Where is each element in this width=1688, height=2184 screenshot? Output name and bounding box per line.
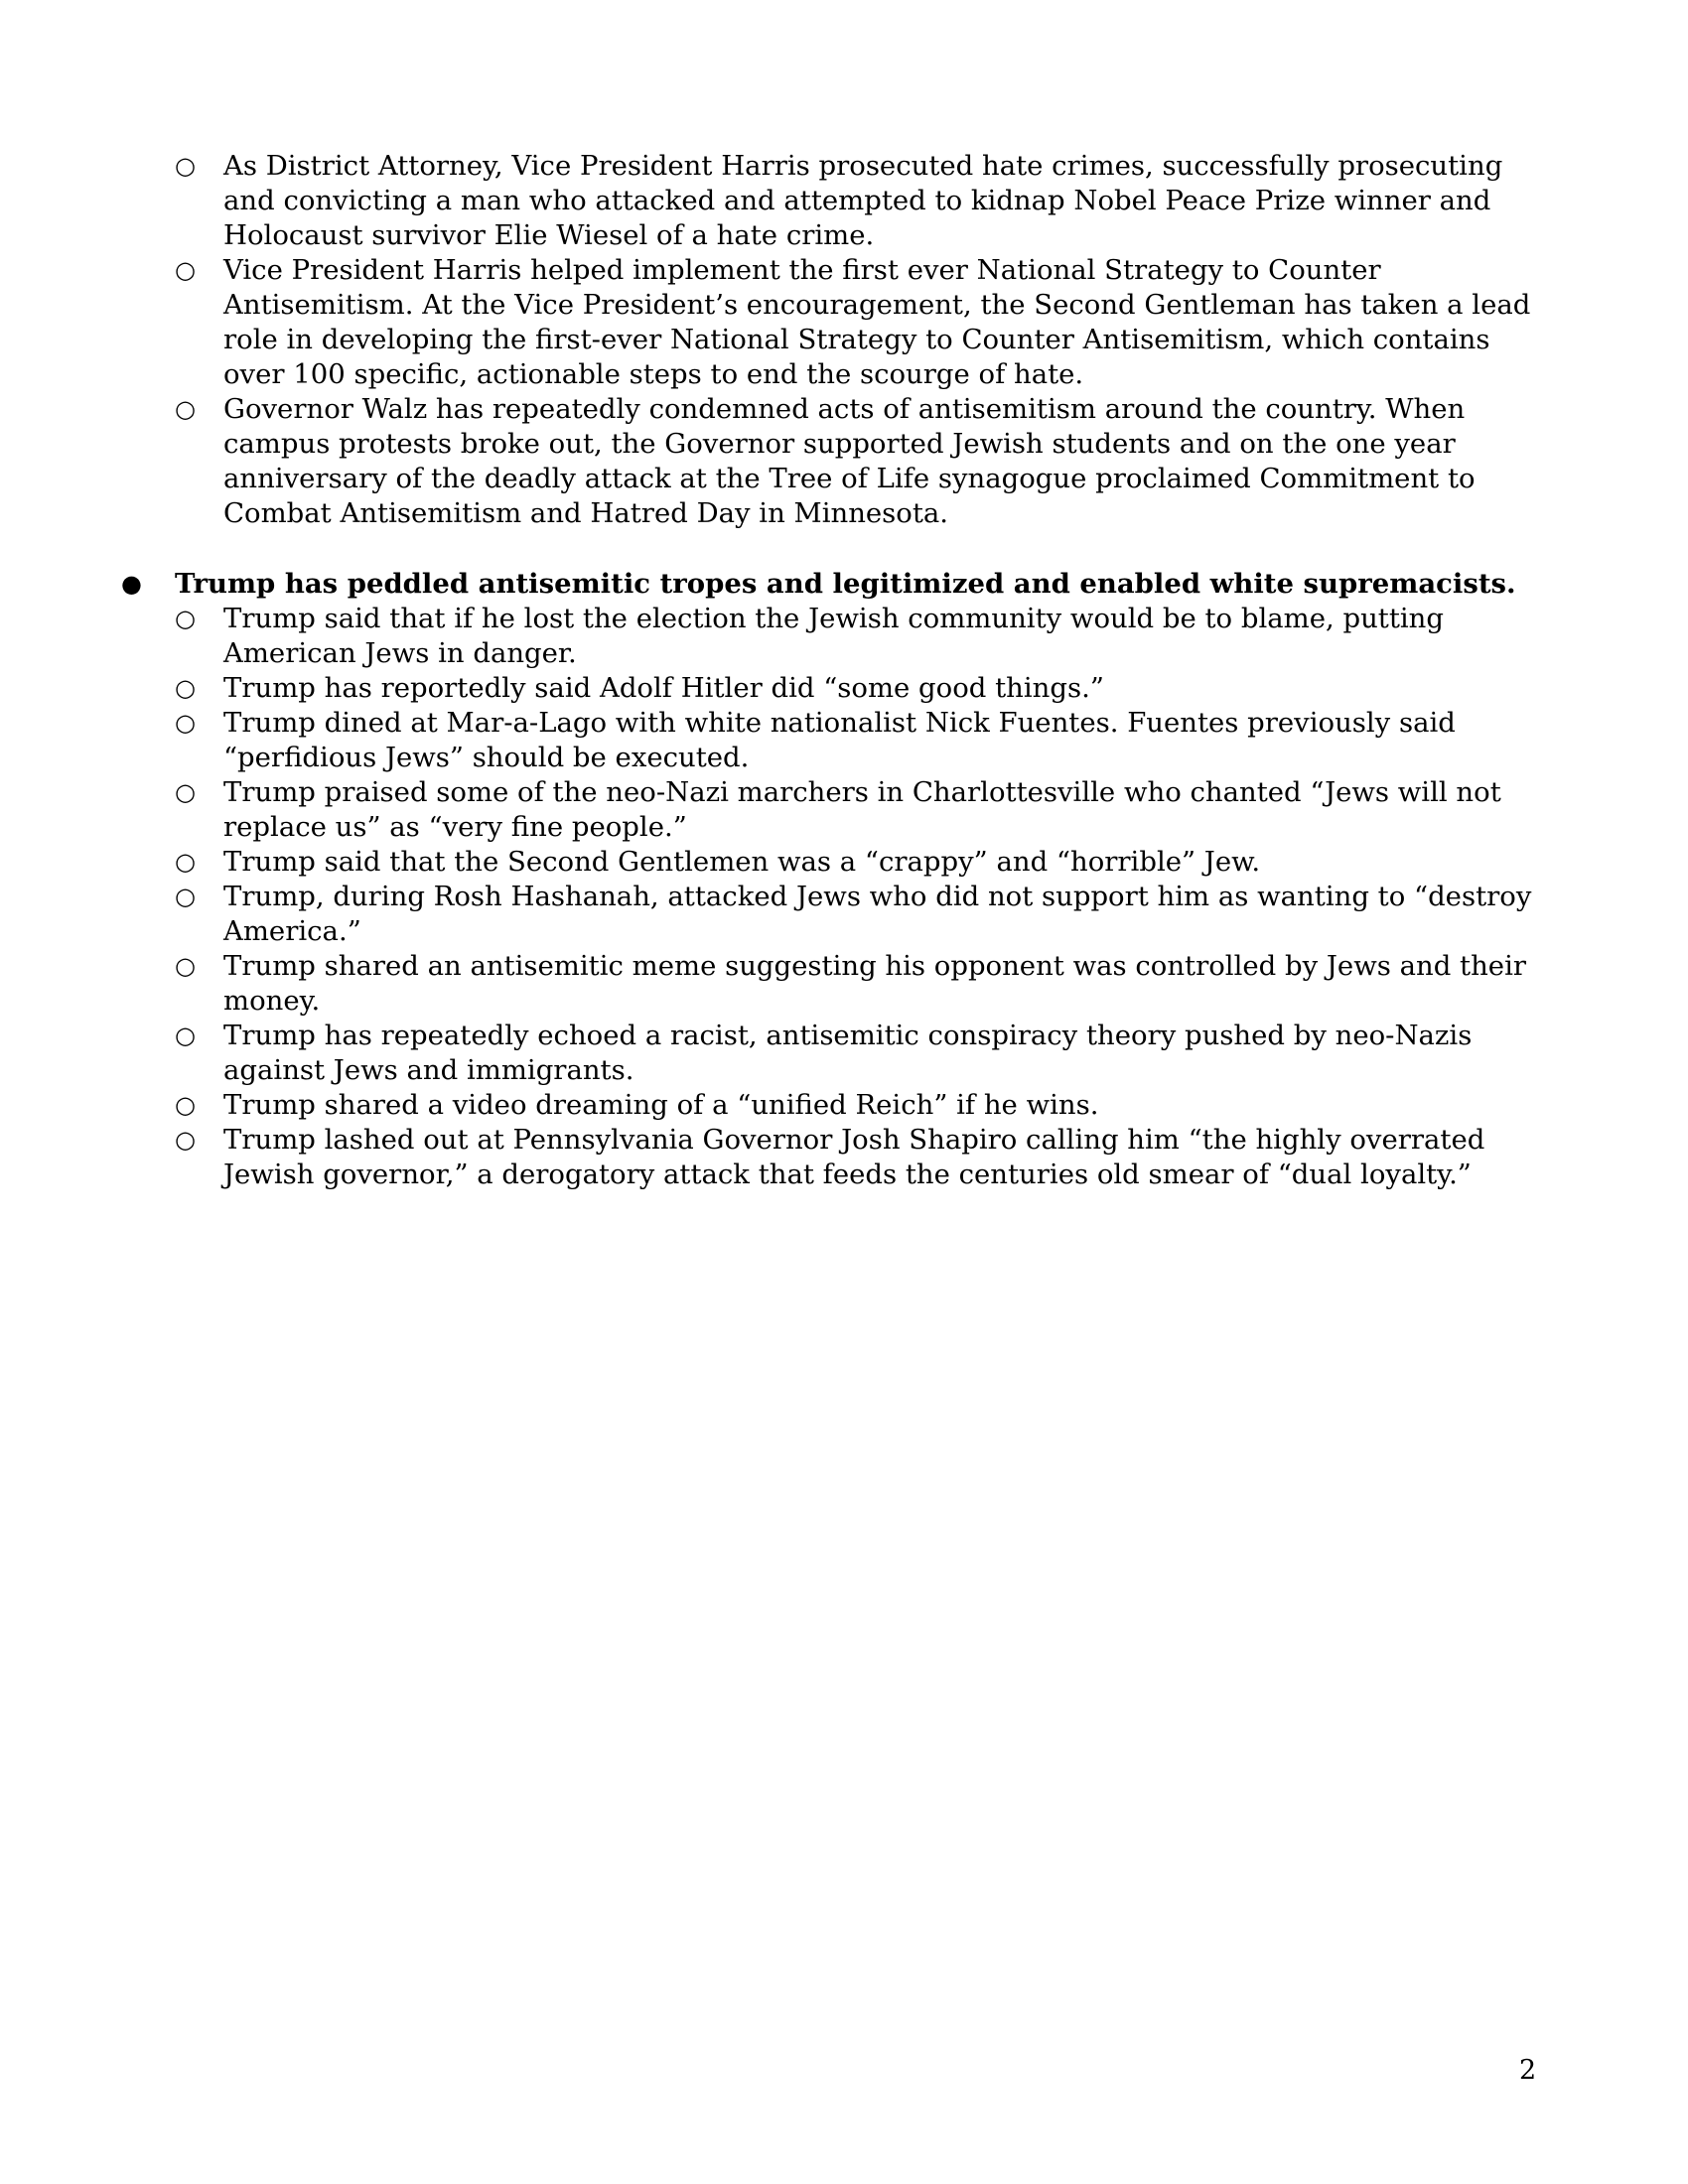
list-item (175, 845, 1554, 880)
main-list (119, 567, 1554, 1192)
circle-bullet-icon: ○ (175, 883, 196, 910)
list-item-text: Trump said that the Second Gentlemen was a “crappy” and “horrible” Jew. (223, 846, 1261, 878)
list-item-text: Governor Walz has repeatedly condemned acts of antisemitism around the country. When campus protests broke out, the Governor supported Jewish students and on the one year anniversary of the deadly attack at the Tree of Life synagogue proclaimed Commitment to Combat Antisemitism and Hatred Day in Minnesota. (223, 393, 1476, 529)
list-item (175, 775, 1554, 845)
circle-bullet-icon: ○ (175, 256, 196, 284)
section-heading: Trump has peddled antisemitic tropes and legitimized and enabled white supremacists. (175, 568, 1516, 600)
list-item (119, 253, 1554, 392)
circle-bullet-icon: ○ (175, 848, 196, 876)
circle-bullet-icon: ○ (175, 1022, 196, 1049)
page-number: 2 (1519, 2055, 1537, 2086)
circle-bullet-icon: ○ (175, 152, 196, 180)
list-item-text: Trump, during Rosh Hashanah, attacked Jews who did not support him as wanting to “destroy America.” (223, 881, 1532, 947)
main-list-item (119, 567, 1554, 1192)
document-body (119, 149, 1554, 1192)
circle-bullet-icon: ○ (175, 1126, 196, 1154)
list-item (119, 149, 1554, 253)
list-item-text: Trump has repeatedly echoed a racist, antisemitic conspiracy theory pushed by neo-Nazis against Jews and immigrants. (223, 1020, 1473, 1086)
list-item (175, 949, 1554, 1019)
list-item (175, 1123, 1554, 1192)
circle-bullet-icon: ○ (175, 1091, 196, 1119)
list-item (119, 392, 1554, 531)
circle-bullet-icon: ○ (175, 605, 196, 632)
circle-bullet-icon: ○ (175, 395, 196, 423)
section-sub-list (175, 602, 1554, 1192)
list-item-text: Trump shared an antisemitic meme suggesting his opponent was controlled by Jews and their money. (223, 950, 1527, 1017)
list-item-text: Vice President Harris helped implement the first ever National Strategy to Counter Antisemitism. At the Vice President’s encouragement, the Second Gentleman has taken a lead role in developing the first-ever National Strategy to Counter Antisemitism, which contains over 100 specific, actionable steps to end the scourge of hate. (223, 254, 1531, 390)
list-item-text: Trump praised some of the neo-Nazi marchers in Charlottesville who chanted “Jews will not replace us” as “very fine people.” (223, 776, 1501, 843)
list-item (175, 706, 1554, 775)
circle-bullet-icon: ○ (175, 674, 196, 702)
list-item-text: Trump dined at Mar-a-Lago with white nationalist Nick Fuentes. Fuentes previously said “perfidious Jews” should be executed. (223, 707, 1456, 773)
list-item-text: As District Attorney, Vice President Harris prosecuted hate crimes, successfully prosecuting and convicting a man who attacked and attempted to kidnap Nobel Peace Prize winner and Holocaust survivor Elie Wiesel of a hate crime. (223, 150, 1503, 251)
intro-sub-list (119, 149, 1554, 531)
list-item-text: Trump lashed out at Pennsylvania Governor Josh Shapiro calling him “the highly overrated Jewish governor,” a derogatory attack that feeds the centuries old smear of “dual loyalty.” (223, 1124, 1485, 1190)
list-item (175, 1019, 1554, 1088)
list-item-text: Trump said that if he lost the election the Jewish community would be to blame, putting American Jews in danger. (223, 603, 1445, 669)
list-item (175, 602, 1554, 671)
circle-bullet-icon: ○ (175, 709, 196, 737)
list-item (175, 1088, 1554, 1123)
dot-bullet-icon: ● (121, 570, 142, 598)
circle-bullet-icon: ○ (175, 952, 196, 980)
list-item (175, 880, 1554, 949)
list-item (175, 671, 1554, 706)
list-item-text: Trump shared a video dreaming of a “unified Reich” if he wins. (223, 1089, 1099, 1121)
circle-bullet-icon: ○ (175, 778, 196, 806)
list-item-text: Trump has reportedly said Adolf Hitler did “some good things.” (223, 672, 1104, 704)
